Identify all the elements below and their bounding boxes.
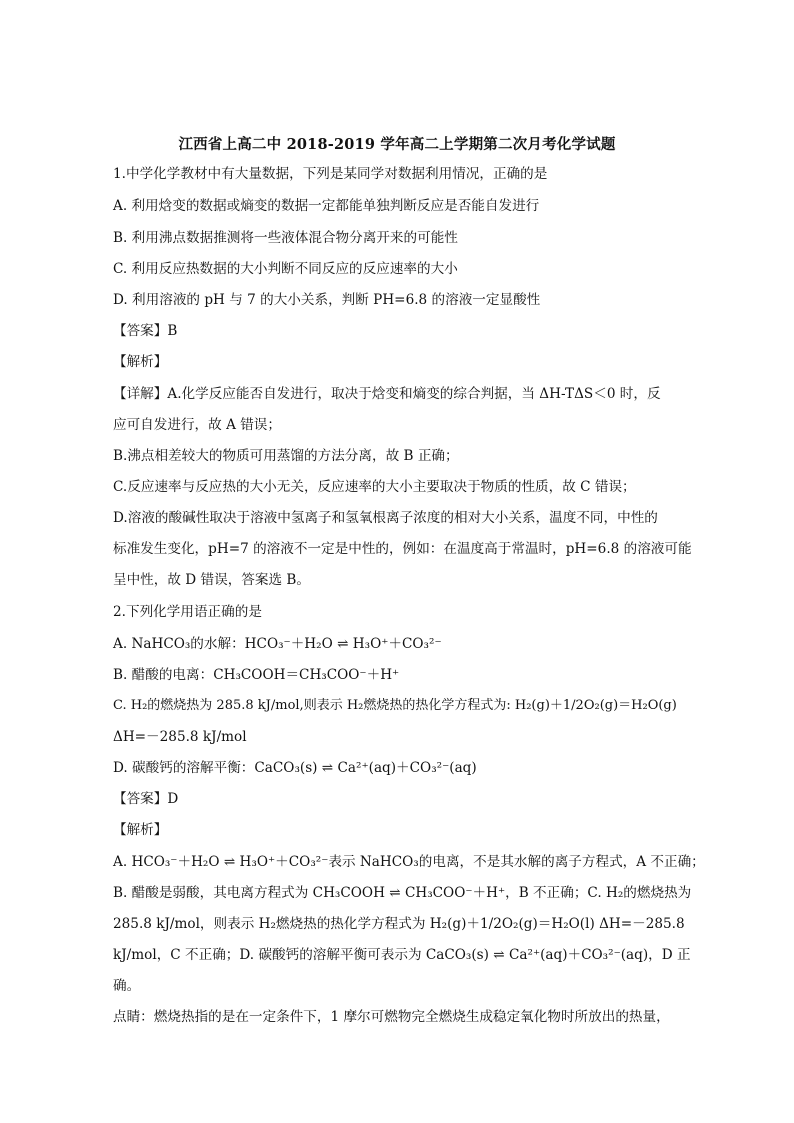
- question-2-analysis-label: 【解析】: [113, 822, 168, 838]
- question-1-option-c: C. 利用反应热数据的大小判断不同反应的反应速率的大小: [113, 261, 458, 277]
- question-1-analysis-label: 【解析】: [113, 354, 168, 370]
- question-2-stem: 2.下列化学用语正确的是: [113, 604, 262, 620]
- question-2-option-c-line-2: ΔH=－285.8 kJ/mol: [113, 729, 247, 745]
- question-1-detail-line-2: 应可自发进行，故 A 错误；: [113, 417, 281, 433]
- question-2-note: 点睛：燃烧热指的是在一定条件下，1 摩尔可燃物完全燃烧生成稳定氧化物时所放出的热量，: [113, 1009, 670, 1025]
- question-1-detail-line-7: 呈中性，故 D 错误，答案选 B。: [113, 572, 310, 588]
- question-2-explanation-line-5: 确。: [113, 978, 141, 994]
- question-1-detail-line-1: 【详解】A.化学反应能否自发进行，取决于焓变和熵变的综合判据，当 ΔH-TΔS＜0 时，反: [113, 386, 661, 402]
- question-1-option-d: D. 利用溶液的 pH 与 7 的大小关系，判断 PH=6.8 的溶液一定显酸性: [113, 292, 541, 308]
- question-1-detail-line-5: D.溶液的酸碱性取决于溶液中氢离子和氢氧根离子浓度的相对大小关系，温度不同，中性的: [113, 510, 658, 526]
- question-2-option-a: A. NaHCO₃的水解：HCO₃⁻＋H₂O ⇌ H₃O⁺＋CO₃²⁻: [113, 636, 442, 652]
- page-title: 江西省上高二中 2018-2019 学年高二上学期第二次月考化学试题: [178, 136, 616, 153]
- question-2-explanation-line-2: B. 醋酸是弱酸，其电离方程式为 CH₃COOH ⇌ CH₃COO⁻＋H⁺，B 不正确；C. H₂的燃烧热为: [113, 885, 692, 901]
- question-2-answer: 【答案】D: [113, 791, 179, 807]
- question-2-option-c-line-1: C. H₂的燃烧热为 285.8 kJ/mol,则表示 H₂燃烧热的热化学方程式为: H₂(g)＋1/2O₂(g)＝H₂O(g): [113, 698, 677, 713]
- question-1-detail-line-3: B.沸点相差较大的物质可用蒸馏的方法分离，故 B 正确；: [113, 448, 459, 464]
- question-1-stem: 1.中学化学教材中有大量数据，下列是某同学对数据利用情况，正确的是: [113, 166, 548, 182]
- question-2-option-b: B. 醋酸的电离：CH₃COOH＝CH₃COO⁻＋H⁺: [113, 667, 400, 683]
- question-2-explanation-line-1: A. HCO₃⁻＋H₂O ⇌ H₃O⁺＋CO₃²⁻表示 NaHCO₃的电离，不是其水解的离子方程式，A 不正确；: [113, 854, 705, 870]
- question-2-explanation-line-3: 285.8 kJ/mol，则表示 H₂燃烧热的热化学方程式为 H₂(g)＋1/2O₂(g)＝H₂O(l) ΔH=－285.8: [113, 916, 685, 932]
- question-1-detail-line-6: 标准发生变化，pH=7 的溶液不一定是中性的，例如：在温度高于常温时，pH=6.8 的溶液可能: [113, 541, 692, 557]
- question-1-option-b: B. 利用沸点数据推测将一些液体混合物分离开来的可能性: [113, 230, 458, 246]
- question-1-answer: 【答案】B: [113, 323, 178, 339]
- question-1-detail-line-4: C.反应速率与反应热的大小无关，反应速率的大小主要取决于物质的性质，故 C 错误；: [113, 479, 636, 495]
- question-2-explanation-line-4: kJ/mol，C 不正确；D. 碳酸钙的溶解平衡可表示为 CaCO₃(s) ⇌ Ca²⁺(aq)＋CO₃²⁻(aq)，D 正: [113, 947, 691, 963]
- question-2-option-d: D. 碳酸钙的溶解平衡：CaCO₃(s) ⇌ Ca²⁺(aq)＋CO₃²⁻(aq): [113, 760, 477, 776]
- question-1-option-a: A. 利用焓变的数据或熵变的数据一定都能单独判断反应是否能自发进行: [113, 198, 540, 214]
